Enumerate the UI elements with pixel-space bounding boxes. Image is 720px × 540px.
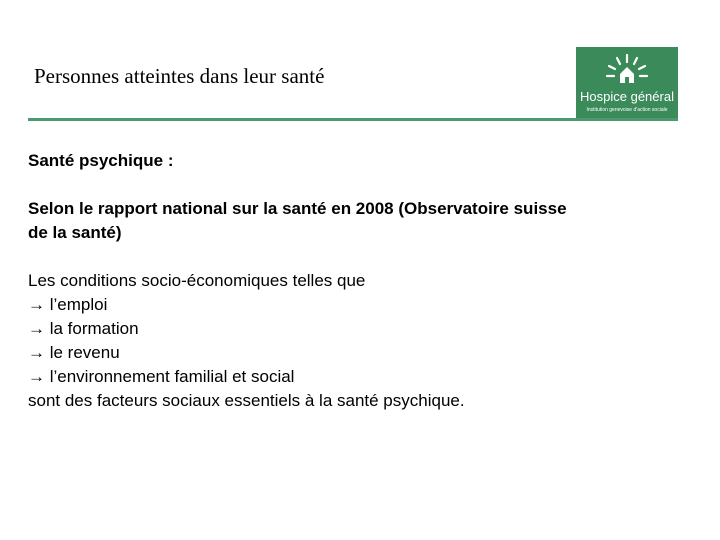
section-heading: Santé psychique :: [28, 151, 174, 170]
logo-name: Hospice général: [580, 89, 674, 104]
slide-body: [28, 149, 678, 413]
hospice-general-logo: [576, 47, 678, 121]
source-line-2: de la santé): [28, 223, 122, 242]
sun-house-icon: [604, 53, 650, 87]
list-item-revenu: → le revenu: [28, 343, 120, 362]
list-item-formation: → la formation: [28, 319, 139, 338]
intro-text: Les conditions socio-économiques telles que: [28, 271, 366, 290]
source-line-1: Selon le rapport national sur la santé en 2008 (Observatoire suisse: [28, 199, 567, 218]
slide-title: Personnes atteintes dans leur santé: [34, 64, 325, 88]
conclusion-text: sont des facteurs sociaux essentiels à la santé psychique.: [28, 391, 465, 410]
header-divider: [28, 118, 678, 121]
list-item-environnement: → l’environnement familial et social: [28, 367, 295, 386]
logo-tagline: Institution genevoise d'action sociale: [586, 107, 668, 113]
list-item-emploi: → l’emploi: [28, 295, 108, 314]
